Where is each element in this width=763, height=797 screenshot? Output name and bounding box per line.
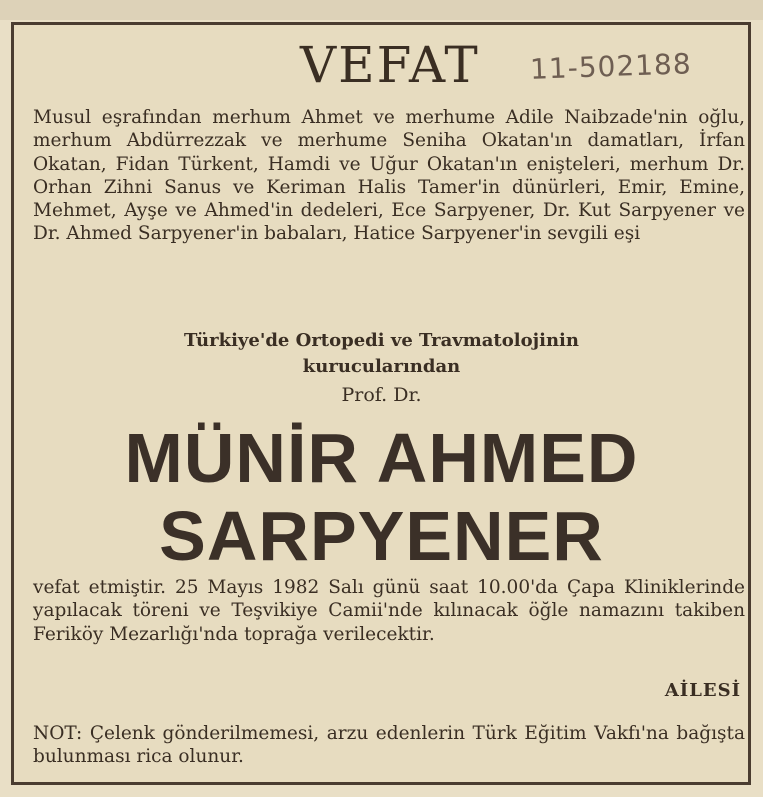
deceased-name-line-1: MÜNİR AHMED (124, 419, 639, 497)
title-row (0, 30, 763, 100)
role-line-2: kurucularından (302, 356, 461, 377)
note-paragraph (33, 722, 745, 769)
signature: AİLESİ (664, 680, 741, 701)
role-line-1: Türkiye'de Ortopedi ve Travmatolojinin (184, 330, 579, 351)
note-label: NOT: (33, 723, 90, 744)
handwritten-archive-number: 11-502188 (529, 47, 693, 86)
deceased-name-line-2: SARPYENER (159, 497, 604, 575)
clipping-top-edge (0, 0, 763, 20)
intro-paragraph: Musul eşrafından merhum Ahmet ve merhume Adile Naibzade'nin oğlu, merhum Abdürrezzak ve merhume Seniha Okatan'ın damatları, İrfan Okatan, Fidan Türkent, Hamdi ve Uğur Okatan'ın enişteleri, merhum Dr. Orhan Zihni Sanus ve Keriman Halis Tamer'in dünürleri, Emir, Emine, Mehmet, Ayşe ve Ahmed'in dedeleri, Ece Sarpyener, Dr. Kut Sarpyener ve Dr. Ahmed Sarpyener'in babaları, Hatice Sarpyener'in sevgili eşi (33, 107, 745, 245)
note-text: Çelenk gönderilmemesi, arzu edenlerin Türk Eğitim Vakfı'na bağışta bulunması rica olunur. (33, 723, 746, 768)
notice-title: VEFAT (300, 36, 480, 94)
honorific: Prof. Dr. (341, 384, 422, 406)
funeral-paragraph: vefat etmiştir. 25 Mayıs 1982 Salı günü saat 10.00'da Çapa Kliniklerinde yapılacak töreni ve Teşvikiye Camii'nde kılınacak öğle namazını takiben Feriköy Mezarlığı'nda toprağa verilecektir. (33, 577, 745, 645)
